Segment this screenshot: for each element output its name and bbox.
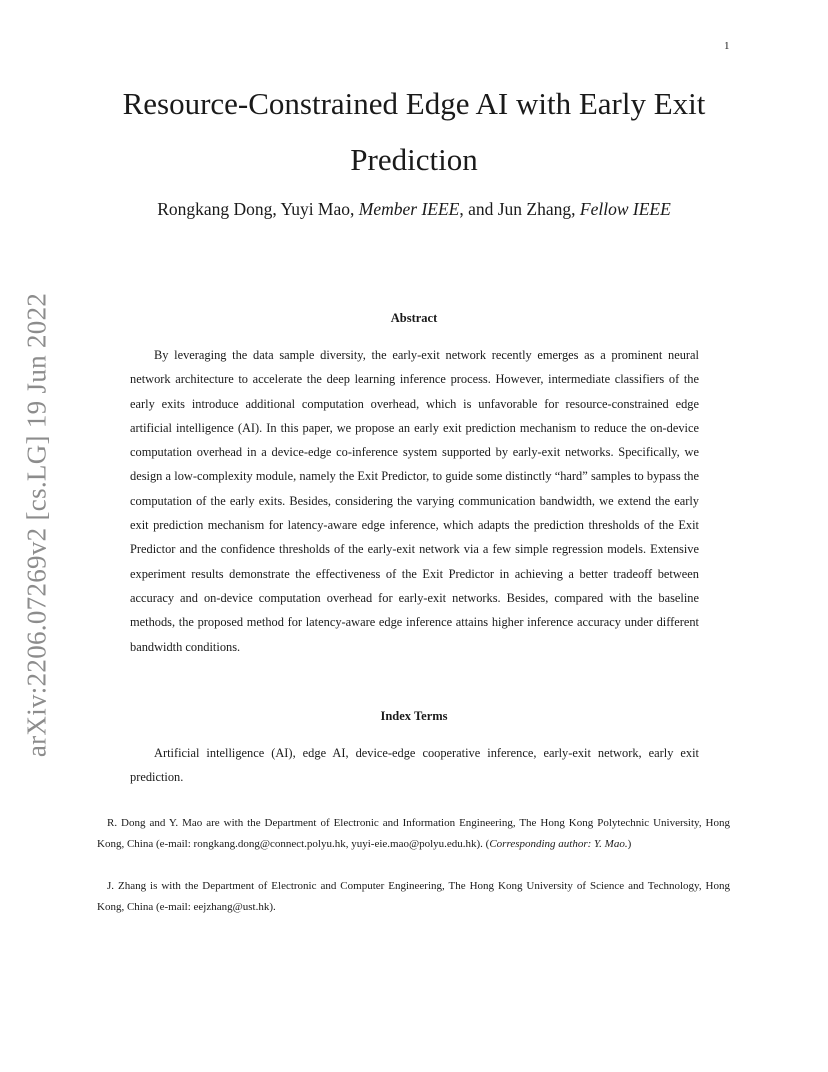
author-role-2: Fellow IEEE: [579, 199, 671, 219]
arxiv-identifier-stamp: arXiv:2206.07269v2 [cs.LG] 19 Jun 2022: [21, 292, 52, 758]
footnote-1-corresponding: Corresponding author: Y. Mao.: [489, 838, 628, 851]
abstract-heading: Abstract: [390, 311, 438, 325]
footnote-affiliation-2: J. Zhang is with the Department of Electronic and Computer Engineering, The Hong Kong University of Science and Technology, Hong Kong, China (e-mail: eejzhang@ust.hk).: [97, 880, 730, 914]
author-names-1: Rongkang Dong, Yuyi Mao,: [157, 199, 359, 219]
footnote-1-text: R. Dong and Y. Mao are with the Department of Electronic and Information Engineering, The Hong Kong Polytechnic University, Hong Kong, China (e-mail: rongkang.dong@connect.polyu.hk, yuyi-eie.mao@polyu.edu.hk). (: [97, 817, 730, 851]
abstract-body: By leveraging the data sample diversity, the early-exit network recently emerges as a prominent neural network architecture to accelerate the deep learning inference process. However, intermediate classifiers of the early exits introduce additional computation overhead, which is unfavorable for resource-constrained edge artificial intelligence (AI). In this paper, we propose an early exit prediction mechanism to reduce the on-device computation overhead in a device-edge co-inference system supported by early-exit networks. Specifically, we design a low-complexity module, namely the Exit Predictor, to guide some distinctly “hard” samples to bypass the computation of the early exits. Besides, considering the varying communication bandwidth, we extend the early exit prediction mechanism for latency-aware edge inference, which adapts the prediction thresholds of the Exit Predictor and the confidence thresholds of the early-exit network via a few simple regression models. Extensive experiment results demonstrate the effectiveness of the Exit Predictor in achieving a better tradeoff between accuracy and on-device computation overhead for early-exit networks. Besides, compared with the baseline methods, the proposed method for latency-aware edge inference attains higher inference accuracy under different bandwidth conditions.: [130, 348, 699, 654]
index-terms-body: Artificial intelligence (AI), edge AI, device-edge cooperative inference, early-exit network, early exit prediction.: [130, 746, 699, 785]
page-number: 1: [724, 40, 730, 52]
footnote-1-close: ): [627, 838, 632, 851]
paper-title: Resource-Constrained Edge AI with Early Exit Prediction: [122, 86, 706, 177]
author-list: [80, 197, 748, 221]
author-role-1: Member IEEE: [358, 199, 460, 219]
footnote-affiliation-1: [97, 813, 730, 856]
author-names-2: , and Jun Zhang,: [459, 199, 580, 219]
index-terms-heading: Index Terms: [380, 709, 448, 723]
